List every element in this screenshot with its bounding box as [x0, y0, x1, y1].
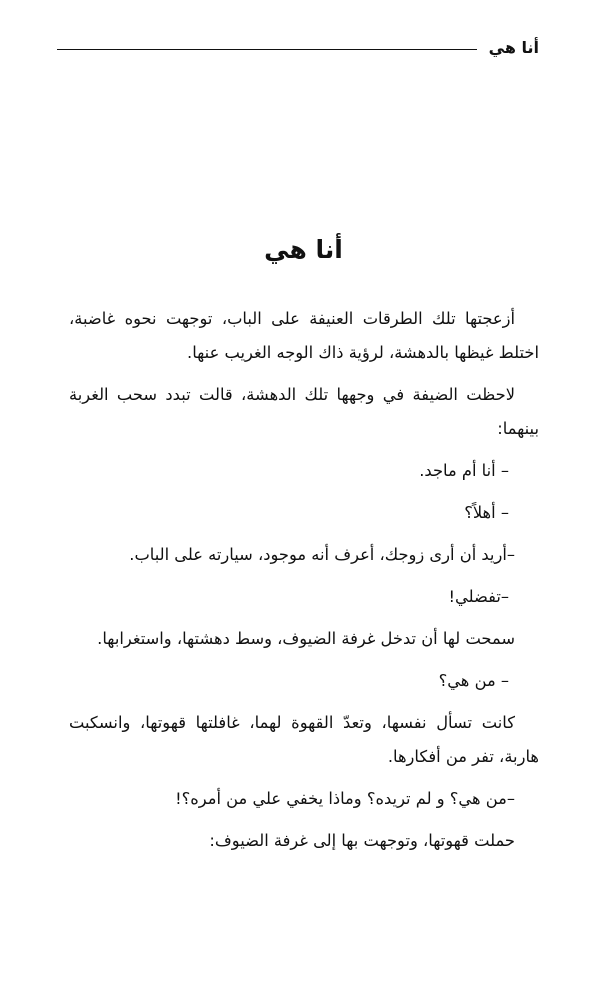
header-rule: [57, 49, 477, 50]
dialogue-line-3: –أريد أن أرى زوجك، أعرف أنه موجود، سيارته على الباب.: [129, 545, 515, 564]
dialogue-line-6: –من هي؟ و لم تريده؟ وماذا يخفي علي من أمره؟!: [175, 789, 515, 808]
dialogue-line-5: – من هي؟: [438, 671, 509, 690]
paragraph-1: أزعجتها تلك الطرقات العنيفة على الباب، توجهت نحوه غاضبة، اختلط غيظها بالدهشة، لرؤية ذاك الوجه الغريب عنها.: [69, 309, 539, 362]
chapter-body: [69, 302, 539, 866]
running-header: [57, 38, 539, 57]
paragraph-5: حملت قهوتها، وتوجهت بها إلى غرفة الضيوف:: [209, 831, 515, 850]
dialogue-line-2: – أهلاً؟: [464, 503, 509, 522]
paragraph-4: كانت تسأل نفسها، وتعدّ القهوة لهما، غافلتها قهوتها، وانسكبت هاربة، تفر من أفكارها.: [69, 713, 539, 766]
running-header-title: أنا هي: [488, 38, 539, 57]
dialogue-line-4: –تفضلي!: [448, 587, 509, 606]
paragraph-2: لاحظت الضيفة في وجهها تلك الدهشة، قالت تبدد سحب الغربة بينهما:: [69, 385, 539, 438]
chapter-title: أنا هي: [264, 235, 343, 264]
dialogue-line-1: – أنا أم ماجد.: [419, 461, 509, 480]
paragraph-3: سمحت لها أن تدخل غرفة الضيوف، وسط دهشتها، واستغرابها.: [97, 629, 515, 648]
